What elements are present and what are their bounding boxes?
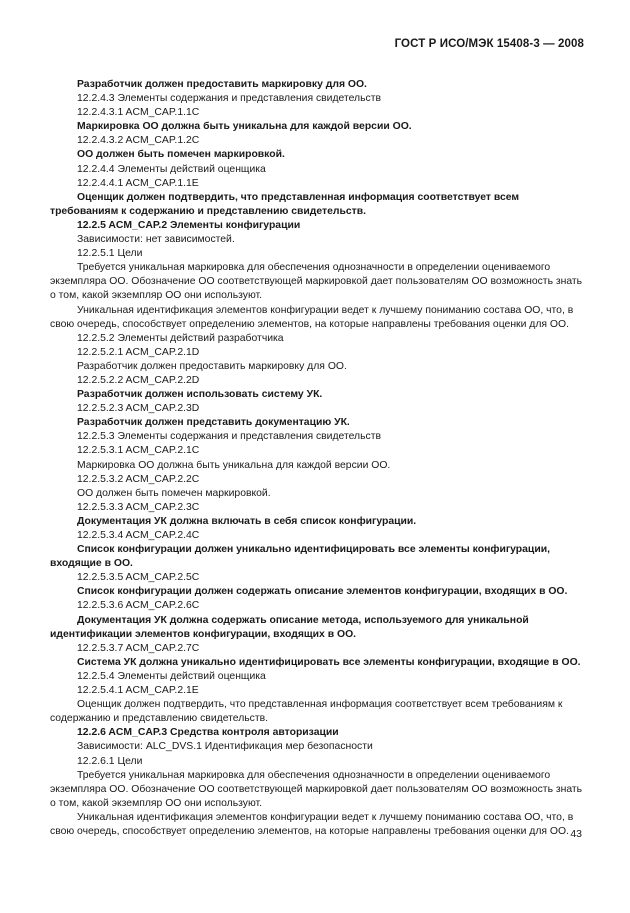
text-line: 12.2.5.4 Элементы действий оценщика	[77, 670, 266, 682]
text-line: 12.2.6.1 Цели	[77, 755, 143, 767]
text-line: 12.2.4.4.1 ACM_CAP.1.1E	[77, 177, 199, 189]
text-line: Разработчик должен использовать систему УК.	[77, 389, 323, 401]
text-line: 12.2.5.3.7 ACM_CAP.2.7C	[77, 642, 200, 654]
text-line: Оценщик должен подтвердить, что представленная информация соответствует всем требованиям к содержанию и представлению свидетельств.	[50, 191, 520, 217]
text-line: 12.2.5.3.1 ACM_CAP.2.1C	[77, 445, 200, 457]
text-line: 12.2.4.3 Элементы содержания и представления свидетельств	[77, 93, 381, 105]
text-line: Разработчик должен предоставить маркировку для ОО.	[77, 79, 367, 90]
text-line: 12.2.5.2 Элементы действий разработчика	[77, 332, 284, 344]
document-body	[50, 78, 584, 839]
text-line: 12.2.5.3.5 ACM_CAP.2.5C	[77, 572, 200, 584]
text-line: 12.2.5.3.2 ACM_CAP.2.2C	[77, 473, 200, 485]
text-line: Маркировка ОО должна быть уникальна для каждой версии ОО.	[77, 459, 391, 471]
text-line: Требуется уникальная маркировка для обеспечения однозначности в определении оцениваемого экземпляра ОО. Обозначение ОО соответствующей маркировкой дает пользователям ОО возможность знать о том, какой экземпляр ОО они используют.	[50, 262, 583, 302]
text-line: 12.2.4.3.1 ACM_CAP.1.1C	[77, 107, 200, 119]
text-line: 12.2.5.3.3 ACM_CAP.2.3C	[77, 501, 200, 513]
text-line: 12.2.5.4.1 ACM_CAP.2.1E	[77, 685, 199, 697]
text-line: Разработчик должен предоставить маркировку для ОО.	[77, 360, 347, 372]
text-line: 12.2.5.2.3 ACM_CAP.2.3D	[77, 403, 200, 415]
text-line: ОО должен быть помечен маркировкой.	[77, 149, 285, 161]
text-line: 12.2.4.3.2 ACM_CAP.1.2C	[77, 135, 200, 147]
page-number: 43	[570, 828, 582, 840]
text-line: 12.2.5.2.1 ACM_CAP.2.1D	[77, 346, 200, 358]
text-line: Уникальная идентификация элементов конфигурации ведет к лучшему пониманию состава ОО, что, в свою очередь, способствует определению элементов, на которые направлены требования оценки для ОО.	[50, 304, 574, 330]
text-line: 12.2.4.4 Элементы действий оценщика	[77, 163, 266, 175]
text-line: Уникальная идентификация элементов конфигурации ведет к лучшему пониманию состава ОО, что, в свою очередь, способствует определению элементов, на которые направлены требования оценки для ОО.	[50, 811, 574, 837]
text-line: Документация УК должна включать в себя список конфигурации.	[77, 515, 417, 527]
text-line: Маркировка ОО должна быть уникальна для каждой версии ОО.	[77, 121, 412, 133]
text-line: Зависимости: нет зависимостей.	[77, 234, 235, 246]
text-line: ОО должен быть помечен маркировкой.	[77, 487, 271, 499]
text-line: 12.2.5.2.2 ACM_CAP.2.2D	[77, 374, 200, 386]
text-line: 12.2.6 ACM_CAP.3 Средства контроля авторизации	[77, 727, 339, 739]
text-line: Разработчик должен представить документацию УК.	[77, 417, 350, 429]
text-line: 12.2.5.3 Элементы содержания и представления свидетельств	[77, 431, 381, 443]
text-line: 12.2.5 ACM_CAP.2 Элементы конфигурации	[77, 219, 301, 231]
text-line: 12.2.5.3.4 ACM_CAP.2.4C	[77, 530, 200, 541]
text-line: Требуется уникальная маркировка для обеспечения однозначности в определении оцениваемого экземпляра ОО. Обозначение ОО соответствующей маркировкой дает пользователям ОО возможность знать о том, какой экземпляр ОО они используют.	[50, 769, 583, 809]
text-line: 12.2.5.3.6 ACM_CAP.2.6C	[77, 600, 200, 612]
text-line: Зависимости: ALC_DVS.1 Идентификация мер безопасности	[77, 741, 373, 753]
text-line: Список конфигурации должен содержать описание элементов конфигурации, входящих в ОО.	[77, 586, 568, 598]
text-line: Документация УК должна содержать описание метода, используемого для уникальной идентификации элементов конфигурации, входящих в ОО.	[50, 614, 529, 640]
text-line: Система УК должна уникально идентифицировать все элементы конфигурации, входящие в ОО.	[77, 656, 581, 668]
text-line: Список конфигурации должен уникально идентифицировать все элементы конфигурации, входящие в ОО.	[50, 544, 550, 570]
page-header: ГОСТ Р ИСО/МЭК 15408-3 — 2008	[394, 38, 584, 50]
text-line: Оценщик должен подтвердить, что представленная информация соответствует всем требованиям к содержанию и представлению свидетельств.	[50, 699, 563, 725]
text-line: 12.2.5.1 Цели	[77, 248, 143, 260]
